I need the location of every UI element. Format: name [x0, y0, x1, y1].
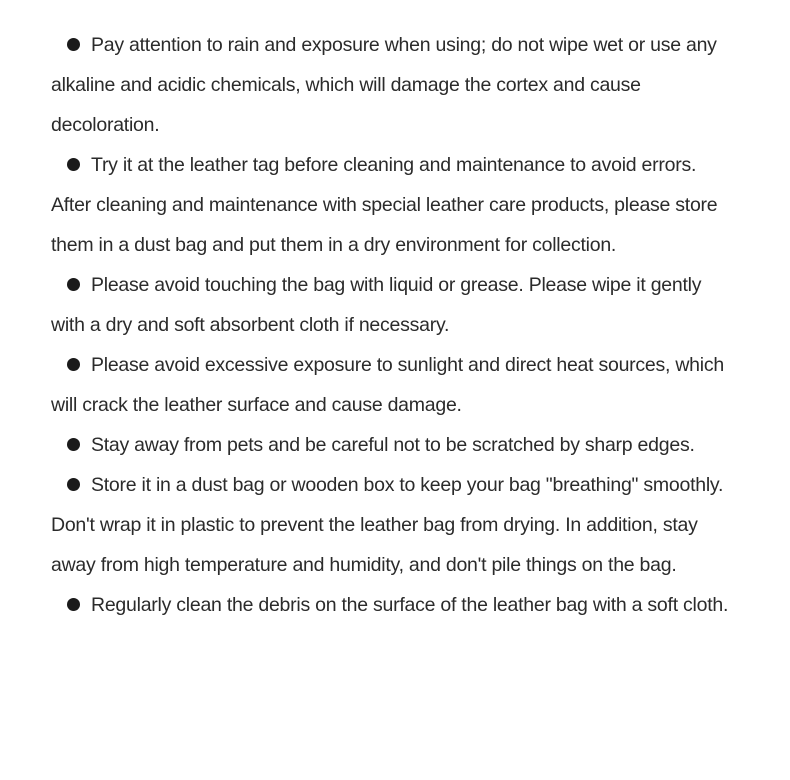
- care-instruction-text: Please avoid excessive exposure to sunlight and direct heat sources, which will crack the leather surface and cause damage.: [51, 354, 724, 416]
- bullet-icon: [67, 278, 80, 291]
- bullet-icon: [67, 358, 80, 371]
- care-instruction-item: [51, 145, 731, 265]
- care-instruction-text: Please avoid touching the bag with liquid or grease. Please wipe it gently with a dry and soft absorbent cloth if necessary.: [51, 274, 702, 336]
- care-instruction-item: [51, 585, 731, 625]
- care-instruction-text: Regularly clean the debris on the surface of the leather bag with a soft cloth.: [91, 594, 729, 616]
- care-instruction-item: [51, 25, 731, 145]
- care-instructions-list: [51, 25, 731, 625]
- bullet-icon: [67, 438, 80, 451]
- care-instruction-text: Try it at the leather tag before cleaning and maintenance to avoid errors. After cleaning and maintenance with special leather care products, please store them in a dust bag and put them in a dry environment for collection.: [51, 154, 718, 256]
- care-instruction-item: [51, 425, 731, 465]
- care-instruction-text: Stay away from pets and be careful not to be scratched by sharp edges.: [91, 434, 695, 456]
- care-instruction-text: Store it in a dust bag or wooden box to keep your bag "breathing" smoothly. Don't wrap it in plastic to prevent the leather bag from drying. In addition, stay away from high temperature and humidity, and don't pile things on the bag.: [51, 474, 724, 576]
- bullet-icon: [67, 478, 80, 491]
- care-instruction-text: Pay attention to rain and exposure when using; do not wipe wet or use any alkaline and acidic chemicals, which will damage the cortex and cause decoloration.: [51, 34, 717, 136]
- bullet-icon: [67, 38, 80, 51]
- care-instruction-item: [51, 345, 731, 425]
- care-instruction-item: [51, 465, 731, 585]
- bullet-icon: [67, 598, 80, 611]
- bullet-icon: [67, 158, 80, 171]
- care-instruction-item: [51, 265, 731, 345]
